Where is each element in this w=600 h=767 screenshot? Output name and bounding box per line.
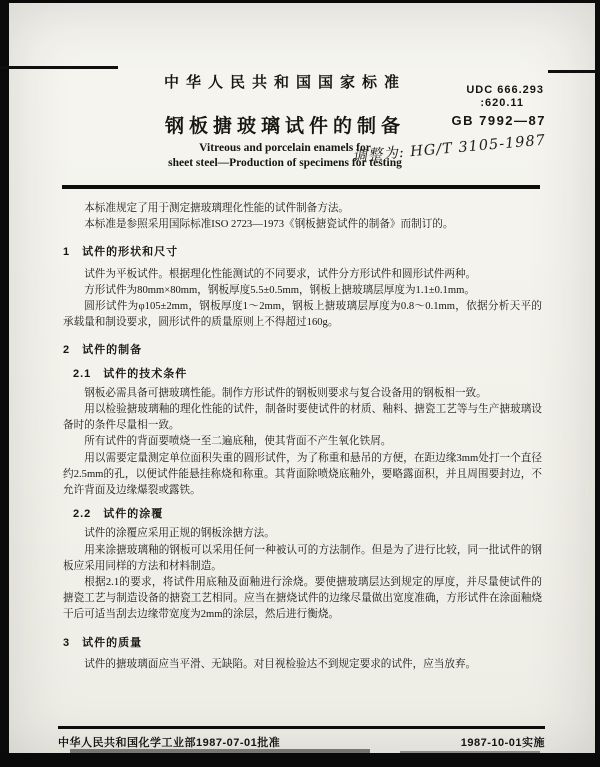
document-title: 钢板搪玻璃试件的制备 <box>164 116 405 137</box>
section-2-1-paragraph-2: 用以检验搪玻璃釉的理化性能的试件，制备时要使试件的材质、釉料、搪瓷工艺等与生产搪玻璃设备时的条件尽量相一致。 <box>63 404 542 432</box>
intro-paragraph-1: 本标准规定了用于测定搪玻璃理化性能的试件制备方法。 <box>84 203 350 214</box>
section-2-1-paragraph-3: 所有试件的背面要喷烧一至二遍底釉，使其背面不产生氧化铁屑。 <box>84 436 392 448</box>
footer-divider-rule <box>58 726 545 729</box>
section-2-1-heading: 2.1 试件的技术条件 <box>73 367 188 380</box>
udc-line2: :620.11 <box>480 97 525 109</box>
section-2-2-heading: 2.2 试件的涂覆 <box>73 508 164 521</box>
section-2-1-paragraph-4: 用以需要定量测定单位面积失重的圆形试件，为了称重和悬吊的方便，在距边缘3mm处打一个直径约2.5mm的孔，以便试件能悬挂称烧和称重。其背面除喷烧底釉外，要略露面积，并且周围要封边，不允许背面及边缘爆裂或露铁。 <box>63 452 542 497</box>
section-1-paragraph-2: 方形试件为80mm×80mm，钢板厚度5.5±0.5mm，钢板上搪玻璃层厚度为1.1±0.1mm。 <box>84 284 475 296</box>
section-1-heading: 1 试件的形状和尺寸 <box>63 246 179 259</box>
section-2-1-paragraph-1: 钢板必需具备可搪玻璃性能。制作方形试件的钢板则要求与复合设备用的钢板相一致。 <box>84 387 487 399</box>
handwritten-annotation: 调整为: HG/T 3105-1987 <box>351 132 547 166</box>
scan-edge-top <box>0 0 600 3</box>
footer <box>58 734 545 750</box>
approval-note: 中华人民共和国化学工业部1987-07-01批准 <box>58 737 281 749</box>
scan-edge-left <box>0 0 9 767</box>
scan-edge-bottom <box>0 753 600 767</box>
english-title-line2: sheet steel—Production of specimens for testing <box>168 157 402 169</box>
section-1-paragraph-3: 圆形试件为φ105±2mm，钢板厚度1～2mm，钢板上搪玻璃层厚度为0.8～0.1mm，依据分析天平的承载量和制设要求，圆形试件的质量原则上不得超过160g。 <box>63 301 542 329</box>
section-3-paragraph-1: 试件的搪玻璃面应当平滑、无缺陷。对目视检验达不到规定要求的试件，应当放弃。 <box>84 658 477 670</box>
udc-line1: UDC 666.293 <box>466 84 544 96</box>
standard-number: GB 7992—87 <box>451 113 546 128</box>
document-body <box>63 201 542 673</box>
implementation-note: 1987-10-01实施 <box>460 737 545 749</box>
header-rule-right-segment <box>548 70 600 73</box>
section-1-paragraph-1: 试件为平板试件。根据理化性能测试的不同要求，试件分方形试件和圆形试件两种。 <box>84 268 477 280</box>
section-2-2-paragraph-2: 用来涂搪玻璃釉的钢板可以采用任何一种被认可的方法制作。但是为了进行比较，同一批试件的钢板应采用同样的方法和材料制造。 <box>63 544 542 572</box>
intro-paragraph-2: 本标准是参照采用国际标准ISO 2723—1973《钢板搪瓷试件的制备》而制订的。 <box>84 219 454 231</box>
scan-edge-right <box>595 0 600 767</box>
english-title-line1: Vitreous and porcelain enamels for <box>199 142 371 154</box>
section-3-heading: 3 试件的质量 <box>63 636 143 649</box>
section-2-heading: 2 试件的制备 <box>63 344 143 357</box>
section-2-2-paragraph-3: 根据2.1的要求，将试件用底釉及面釉进行涂烧。要使搪玻璃层达到规定的厚度，并尽量使试件的搪瓷工艺与制造设备的搪瓷工艺相同。应当在搪烧试件的边缘尽量做出宽度准确，方形试件在涂面釉烧干后可适当刮去边缘带宽度为2mm的涂层，然后进行衡烧。 <box>63 577 542 621</box>
udc-number <box>466 84 544 110</box>
header-divider-rule <box>62 185 540 189</box>
header-rule-left-segment <box>0 66 118 69</box>
section-2-2-paragraph-1: 试件的涂覆应采用正规的钢板涂搪方法。 <box>84 528 275 540</box>
national-standard-label: 中华人民共和国国家标准 <box>163 74 406 91</box>
